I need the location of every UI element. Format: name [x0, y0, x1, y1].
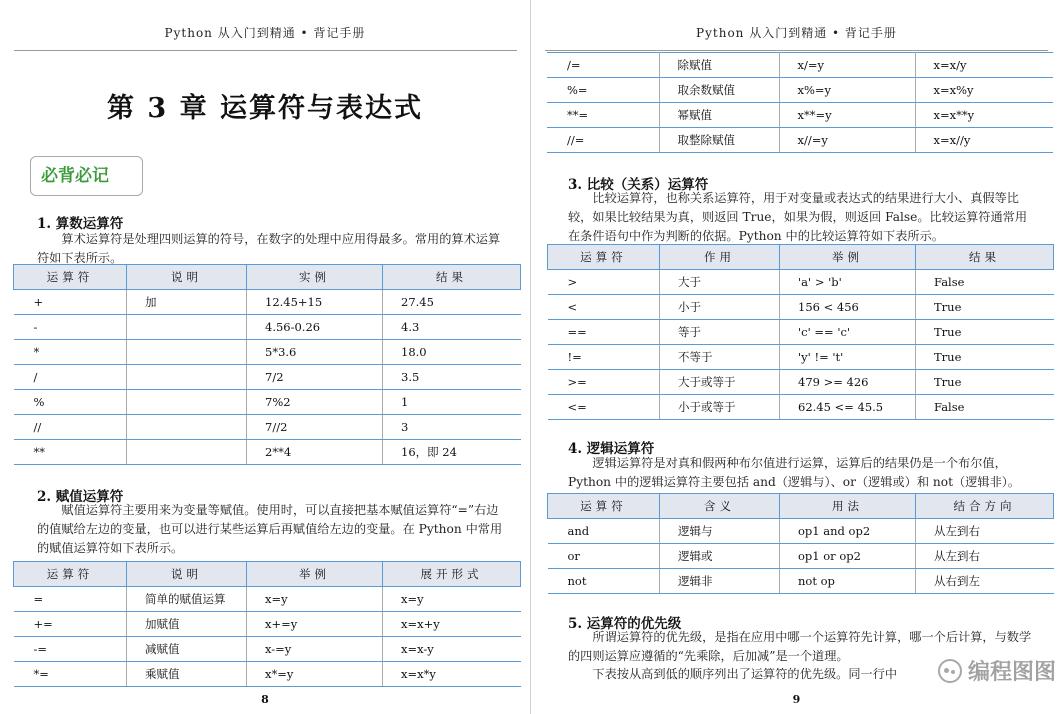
assign-cont-row	[547, 53, 1053, 78]
compare-cell: <=	[548, 395, 660, 420]
assign-description: 赋值运算符主要用来为变量等赋值。使用时，可以直接把基本赋值运算符“=”右边的值赋给左边的变量，也可以进行某些运算后再赋值给左边的变量。在 Python 中常用的赋值运算符如下表所示。	[37, 503, 503, 555]
logic-cell: not	[548, 569, 660, 594]
assign-row	[14, 662, 521, 687]
assign-cell: -=	[14, 637, 127, 662]
assign-col-header: 展开形式	[383, 562, 521, 587]
logic-section-title: 4. 逻辑运算符	[568, 441, 655, 457]
logic-row	[548, 569, 1054, 594]
logic-cell: 逻辑非	[660, 569, 780, 594]
must-remember-box: 必背必记	[30, 156, 143, 196]
arith-cell: /	[14, 365, 127, 390]
arith-cell: *	[14, 340, 127, 365]
compare-cell: 小于	[660, 295, 780, 320]
assign-cell: x=x+y	[383, 612, 521, 637]
assign-row	[14, 587, 521, 612]
logic-row	[548, 544, 1054, 569]
assign-cont-cell: x=x//y	[915, 128, 1053, 153]
compare-cell: True	[916, 345, 1054, 370]
assign-table	[13, 561, 521, 687]
compare-table	[547, 244, 1054, 420]
compare-cell: ==	[548, 320, 660, 345]
logic-col-header: 含义	[660, 494, 780, 519]
assign-cont-cell: **=	[547, 103, 659, 128]
compare-cell: 大于或等于	[660, 370, 780, 395]
compare-cell: 等于	[660, 320, 780, 345]
page-number: 9	[792, 693, 801, 706]
arith-header-row	[14, 265, 521, 290]
assign-col-header: 举例	[247, 562, 383, 587]
logic-col-header: 运算符	[548, 494, 660, 519]
arith-cell: 1	[383, 390, 521, 415]
arith-cell	[127, 390, 247, 415]
logic-col-header: 结合方向	[916, 494, 1054, 519]
compare-cell: 'c' == 'c'	[780, 320, 916, 345]
arith-cell	[127, 415, 247, 440]
assign-cont-cell: 取整除赋值	[659, 128, 779, 153]
compare-cell: True	[916, 320, 1054, 345]
precedence-section-title: 5. 运算符的优先级	[568, 616, 682, 632]
arith-section-title: 1. 算数运算符	[37, 216, 124, 232]
assign-header-row	[14, 562, 521, 587]
watermark-text: 编程图图	[967, 660, 1056, 685]
logic-table	[547, 493, 1054, 594]
page-number: 8	[261, 693, 269, 706]
assign-cell: x-=y	[247, 637, 383, 662]
arith-cell: 12.45+15	[247, 290, 383, 315]
assign-cont-cell: x**=y	[779, 103, 915, 128]
arith-cell	[127, 315, 247, 340]
arith-cell: -	[14, 315, 127, 340]
arith-row	[14, 290, 521, 315]
compare-row	[548, 395, 1054, 420]
arith-row	[14, 315, 521, 340]
assign-section-title: 2. 赋值运算符	[37, 489, 124, 505]
assign-cell: 减赋值	[127, 637, 247, 662]
arith-cell: 5*3.6	[247, 340, 383, 365]
assign-cell: *=	[14, 662, 127, 687]
assign-cont-cell: 除赋值	[659, 53, 779, 78]
logic-row	[548, 519, 1054, 544]
assign-row	[14, 637, 521, 662]
arith-cell: 加	[127, 290, 247, 315]
arith-row	[14, 440, 521, 465]
header-rule	[545, 50, 1048, 51]
compare-cell: >=	[548, 370, 660, 395]
arith-col-header: 实例	[247, 265, 383, 290]
compare-cell: 大于	[660, 270, 780, 295]
logic-cell: or	[548, 544, 660, 569]
compare-cell: True	[916, 295, 1054, 320]
logic-cell: 逻辑与	[660, 519, 780, 544]
assign-row	[14, 612, 521, 637]
assign-cont-cell: x//=y	[779, 128, 915, 153]
compare-row	[548, 270, 1054, 295]
compare-cell: True	[916, 370, 1054, 395]
arith-row	[14, 340, 521, 365]
logic-cell: and	[548, 519, 660, 544]
watermark	[938, 655, 1056, 686]
assign-cell: 简单的赋值运算	[127, 587, 247, 612]
arith-cell: 7//2	[247, 415, 383, 440]
compare-row	[548, 345, 1054, 370]
assign-cont-cell: x=x/y	[915, 53, 1053, 78]
assign-cell: x+=y	[247, 612, 383, 637]
header-rule	[14, 50, 517, 51]
assign-cell: 加赋值	[127, 612, 247, 637]
arith-cell: 3	[383, 415, 521, 440]
assign-cell: x=y	[383, 587, 521, 612]
compare-cell: False	[916, 395, 1054, 420]
assign-cont-cell: %=	[547, 78, 659, 103]
compare-cell: 小于或等于	[660, 395, 780, 420]
compare-description: 比较运算符，也称关系运算符，用于对变量或表达式的结果进行大小、真假等比较，如果比较结果为真，则返回 True，如果为假，则返回 False。比较运算符通常用在条件语句中作为判断的依据。Python 中的比较运算符如下表所示。	[568, 191, 1028, 243]
compare-cell: 'y' != 't'	[780, 345, 916, 370]
assign-cont-cell: //=	[547, 128, 659, 153]
arith-cell: //	[14, 415, 127, 440]
precedence-description: 所谓运算符的优先级，是指在应用中哪一个运算符先计算，哪一个后计算，与数学的四则运算应遵循的“先乘除，后加减”是一个道理。	[568, 630, 1032, 663]
compare-cell: <	[548, 295, 660, 320]
assign-cont-cell: x=x**y	[915, 103, 1053, 128]
arith-cell: 7/2	[247, 365, 383, 390]
assign-cell: =	[14, 587, 127, 612]
compare-row	[548, 320, 1054, 345]
arith-cell: 18.0	[383, 340, 521, 365]
assign-cont-row	[547, 103, 1053, 128]
logic-cell: 从左到右	[916, 544, 1054, 569]
compare-cell: >	[548, 270, 660, 295]
precedence-description-2: 下表按从高到低的顺序列出了运算符的优先级。同一行中	[592, 667, 898, 681]
right-page	[531, 0, 1062, 714]
arith-cell: 7%2	[247, 390, 383, 415]
logic-cell: 从右到左	[916, 569, 1054, 594]
assign-cont-cell: /=	[547, 53, 659, 78]
logic-cell: op1 and op2	[780, 519, 916, 544]
arith-row	[14, 415, 521, 440]
assign-cont-row	[547, 128, 1053, 153]
arith-cell	[127, 440, 247, 465]
arith-col-header: 运算符	[14, 265, 127, 290]
arith-cell: 2**4	[247, 440, 383, 465]
compare-col-header: 举例	[780, 245, 916, 270]
compare-header-row	[548, 245, 1054, 270]
arith-cell: 27.45	[383, 290, 521, 315]
logic-cell: 从左到右	[916, 519, 1054, 544]
arith-row	[14, 390, 521, 415]
assign-cont-cell: x/=y	[779, 53, 915, 78]
assign-cell: x=y	[247, 587, 383, 612]
compare-row	[548, 370, 1054, 395]
arith-cell: 4.56-0.26	[247, 315, 383, 340]
compare-col-header: 结果	[916, 245, 1054, 270]
logic-cell: 逻辑或	[660, 544, 780, 569]
assign-cont-cell: 取余数赋值	[659, 78, 779, 103]
logic-cell: op1 or op2	[780, 544, 916, 569]
arith-col-header: 说明	[127, 265, 247, 290]
assign-table-continued	[547, 52, 1053, 153]
assign-cont-cell: x%=y	[779, 78, 915, 103]
arith-cell: +	[14, 290, 127, 315]
assign-cell: x*=y	[247, 662, 383, 687]
compare-cell: 'a' > 'b'	[780, 270, 916, 295]
compare-cell: 156 < 456	[780, 295, 916, 320]
compare-col-header: 运算符	[548, 245, 660, 270]
assign-col-header: 说明	[127, 562, 247, 587]
logic-description: 逻辑运算符是对真和假两种布尔值进行运算，运算后的结果仍是一个布尔值，Python 中的逻辑运算符主要包括 and（逻辑与）、or（逻辑或）和 not（逻辑非）。	[568, 456, 1021, 489]
assign-cell: x=x-y	[383, 637, 521, 662]
arith-cell: 16，即 24	[383, 440, 521, 465]
logic-cell: not op	[780, 569, 916, 594]
assign-cell: 乘赋值	[127, 662, 247, 687]
assign-cell: x=x*y	[383, 662, 521, 687]
compare-section-title: 3. 比较（关系）运算符	[568, 177, 709, 193]
arith-cell: %	[14, 390, 127, 415]
chapter-title: 第 3 章 运算符与表达式	[107, 93, 423, 124]
compare-row	[548, 295, 1054, 320]
compare-col-header: 作用	[660, 245, 780, 270]
assign-cont-row	[547, 78, 1053, 103]
arith-cell: 4.3	[383, 315, 521, 340]
compare-cell: 479 >= 426	[780, 370, 916, 395]
compare-cell: 不等于	[660, 345, 780, 370]
logic-header-row	[548, 494, 1054, 519]
assign-cell: +=	[14, 612, 127, 637]
arith-cell	[127, 365, 247, 390]
arith-table	[13, 264, 521, 465]
arith-cell: **	[14, 440, 127, 465]
assign-col-header: 运算符	[14, 562, 127, 587]
running-header: Python 从入门到精通 • 背记手册	[696, 26, 897, 40]
arith-cell: 3.5	[383, 365, 521, 390]
arith-description: 算术运算符是处理四则运算的符号，在数字的处理中应用得最多。常用的算术运算符如下表所示。	[37, 232, 501, 265]
assign-cont-cell: 幂赋值	[659, 103, 779, 128]
logic-col-header: 用法	[780, 494, 916, 519]
arith-cell	[127, 340, 247, 365]
running-header: Python 从入门到精通 • 背记手册	[164, 26, 366, 40]
compare-cell: 62.45 <= 45.5	[780, 395, 916, 420]
arith-row	[14, 365, 521, 390]
wechat-icon	[938, 659, 962, 683]
arith-col-header: 结果	[383, 265, 521, 290]
compare-cell: !=	[548, 345, 660, 370]
compare-cell: False	[916, 270, 1054, 295]
assign-cont-cell: x=x%y	[915, 78, 1053, 103]
